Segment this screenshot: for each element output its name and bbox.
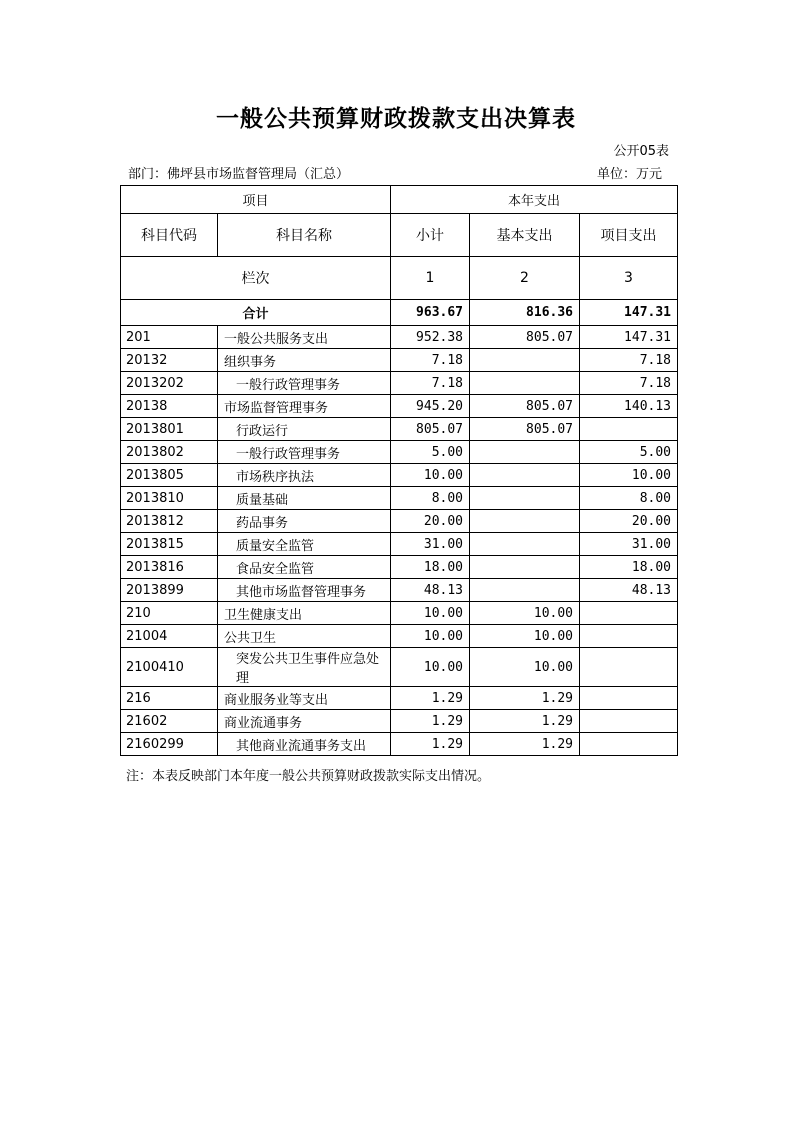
row-code: 21602: [121, 710, 218, 733]
table-row: [121, 395, 678, 418]
row-code: 2013805: [121, 464, 218, 487]
row-name: 市场秩序执法: [218, 464, 391, 487]
row-name: 组织事务: [218, 349, 391, 372]
header-subtotal: 小计: [391, 214, 470, 257]
row-basic: [470, 464, 580, 487]
row-basic: 10.00: [470, 602, 580, 625]
header-name: 科目名称: [218, 214, 391, 257]
header-project: 项目: [121, 186, 391, 214]
table-row: [121, 602, 678, 625]
header-code: 科目代码: [121, 214, 218, 257]
form-number: 公开05表: [613, 144, 669, 159]
table-row: [121, 625, 678, 648]
row-project: 18.00: [580, 556, 678, 579]
row-subtotal: 10.00: [391, 648, 470, 687]
column-order-label: 栏次: [121, 257, 391, 300]
row-project: [580, 687, 678, 710]
row-project: 140.13: [580, 395, 678, 418]
row-basic: 805.07: [470, 395, 580, 418]
row-basic: [470, 533, 580, 556]
row-subtotal: 952.38: [391, 326, 470, 349]
row-project: 20.00: [580, 510, 678, 533]
table-row: [121, 556, 678, 579]
row-basic: 1.29: [470, 733, 580, 756]
row-project: 8.00: [580, 487, 678, 510]
unit-label: 单位：万元: [596, 167, 662, 182]
total-basic: 816.36: [470, 300, 580, 326]
row-name: 一般公共服务支出: [218, 326, 391, 349]
table-row: [121, 510, 678, 533]
table-row: [121, 326, 678, 349]
row-subtotal: 5.00: [391, 441, 470, 464]
footnote: 注：本表反映部门本年度一般公共预算财政拨款实际支出情况。: [126, 769, 491, 784]
row-project: 7.18: [580, 349, 678, 372]
row-subtotal: 10.00: [391, 602, 470, 625]
table-row: [121, 579, 678, 602]
column-order-row: [121, 257, 678, 300]
row-basic: 10.00: [470, 625, 580, 648]
expense-table: [120, 185, 678, 756]
row-name: 质量安全监管: [218, 533, 391, 556]
table-row: [121, 418, 678, 441]
row-code: 2100410: [121, 648, 218, 687]
table-row: [121, 648, 678, 687]
table-row: [121, 687, 678, 710]
row-name: 质量基础: [218, 487, 391, 510]
row-name: 其他市场监督管理事务: [218, 579, 391, 602]
row-project: 7.18: [580, 372, 678, 395]
row-code: 2013815: [121, 533, 218, 556]
row-code: 2013802: [121, 441, 218, 464]
row-code: 2013812: [121, 510, 218, 533]
page-title: 一般公共预算财政拨款支出决算表: [216, 106, 576, 132]
row-basic: [470, 372, 580, 395]
row-basic: [470, 487, 580, 510]
row-name: 突发公共卫生事件应急处理: [218, 648, 391, 687]
row-subtotal: 20.00: [391, 510, 470, 533]
row-basic: [470, 579, 580, 602]
row-project: 10.00: [580, 464, 678, 487]
table-row: [121, 733, 678, 756]
row-code: 2013801: [121, 418, 218, 441]
row-name: 一般行政管理事务: [218, 441, 391, 464]
row-code: 2013816: [121, 556, 218, 579]
row-subtotal: 8.00: [391, 487, 470, 510]
department-label: 部门：佛坪县市场监督管理局（汇总）: [128, 167, 350, 182]
row-code: 2013810: [121, 487, 218, 510]
header-row-1: [121, 186, 678, 214]
row-subtotal: 7.18: [391, 349, 470, 372]
row-basic: 805.07: [470, 418, 580, 441]
total-label: 合计: [121, 300, 391, 326]
row-project: [580, 602, 678, 625]
header-project-expense: 项目支出: [580, 214, 678, 257]
row-project: 48.13: [580, 579, 678, 602]
row-subtotal: 1.29: [391, 710, 470, 733]
table-row: [121, 441, 678, 464]
row-project: [580, 418, 678, 441]
row-code: 216: [121, 687, 218, 710]
row-project: [580, 733, 678, 756]
row-subtotal: 1.29: [391, 687, 470, 710]
table-row: [121, 349, 678, 372]
row-basic: 805.07: [470, 326, 580, 349]
row-subtotal: 10.00: [391, 625, 470, 648]
row-basic: 1.29: [470, 710, 580, 733]
row-basic: 1.29: [470, 687, 580, 710]
row-subtotal: 48.13: [391, 579, 470, 602]
row-name: 食品安全监管: [218, 556, 391, 579]
column-order-3: 3: [580, 257, 678, 300]
row-basic: [470, 510, 580, 533]
row-code: 20132: [121, 349, 218, 372]
row-basic: [470, 441, 580, 464]
row-name: 行政运行: [218, 418, 391, 441]
row-code: 2160299: [121, 733, 218, 756]
row-subtotal: 31.00: [391, 533, 470, 556]
row-subtotal: 7.18: [391, 372, 470, 395]
row-subtotal: 18.00: [391, 556, 470, 579]
row-name: 商业服务业等支出: [218, 687, 391, 710]
table-row: [121, 487, 678, 510]
row-name: 药品事务: [218, 510, 391, 533]
row-basic: [470, 556, 580, 579]
header-current-year-expense: 本年支出: [391, 186, 678, 214]
row-project: [580, 648, 678, 687]
row-code: 20138: [121, 395, 218, 418]
row-basic: 10.00: [470, 648, 580, 687]
table-row: [121, 710, 678, 733]
row-project: [580, 710, 678, 733]
row-name: 卫生健康支出: [218, 602, 391, 625]
row-name: 公共卫生: [218, 625, 391, 648]
row-basic: [470, 349, 580, 372]
header-basic: 基本支出: [470, 214, 580, 257]
row-project: [580, 625, 678, 648]
row-name: 其他商业流通事务支出: [218, 733, 391, 756]
row-subtotal: 10.00: [391, 464, 470, 487]
row-project: 31.00: [580, 533, 678, 556]
column-order-2: 2: [470, 257, 580, 300]
table-row: [121, 533, 678, 556]
row-name: 一般行政管理事务: [218, 372, 391, 395]
row-code: 2013202: [121, 372, 218, 395]
column-order-1: 1: [391, 257, 470, 300]
total-subtotal: 963.67: [391, 300, 470, 326]
table-row: [121, 464, 678, 487]
row-subtotal: 805.07: [391, 418, 470, 441]
row-project: 5.00: [580, 441, 678, 464]
header-row-2: [121, 214, 678, 257]
row-subtotal: 945.20: [391, 395, 470, 418]
row-code: 210: [121, 602, 218, 625]
row-project: 147.31: [580, 326, 678, 349]
row-code: 21004: [121, 625, 218, 648]
table-row: [121, 372, 678, 395]
row-code: 2013899: [121, 579, 218, 602]
row-code: 201: [121, 326, 218, 349]
row-subtotal: 1.29: [391, 733, 470, 756]
total-row: [121, 300, 678, 326]
total-project: 147.31: [580, 300, 678, 326]
row-name: 市场监督管理事务: [218, 395, 391, 418]
row-name: 商业流通事务: [218, 710, 391, 733]
